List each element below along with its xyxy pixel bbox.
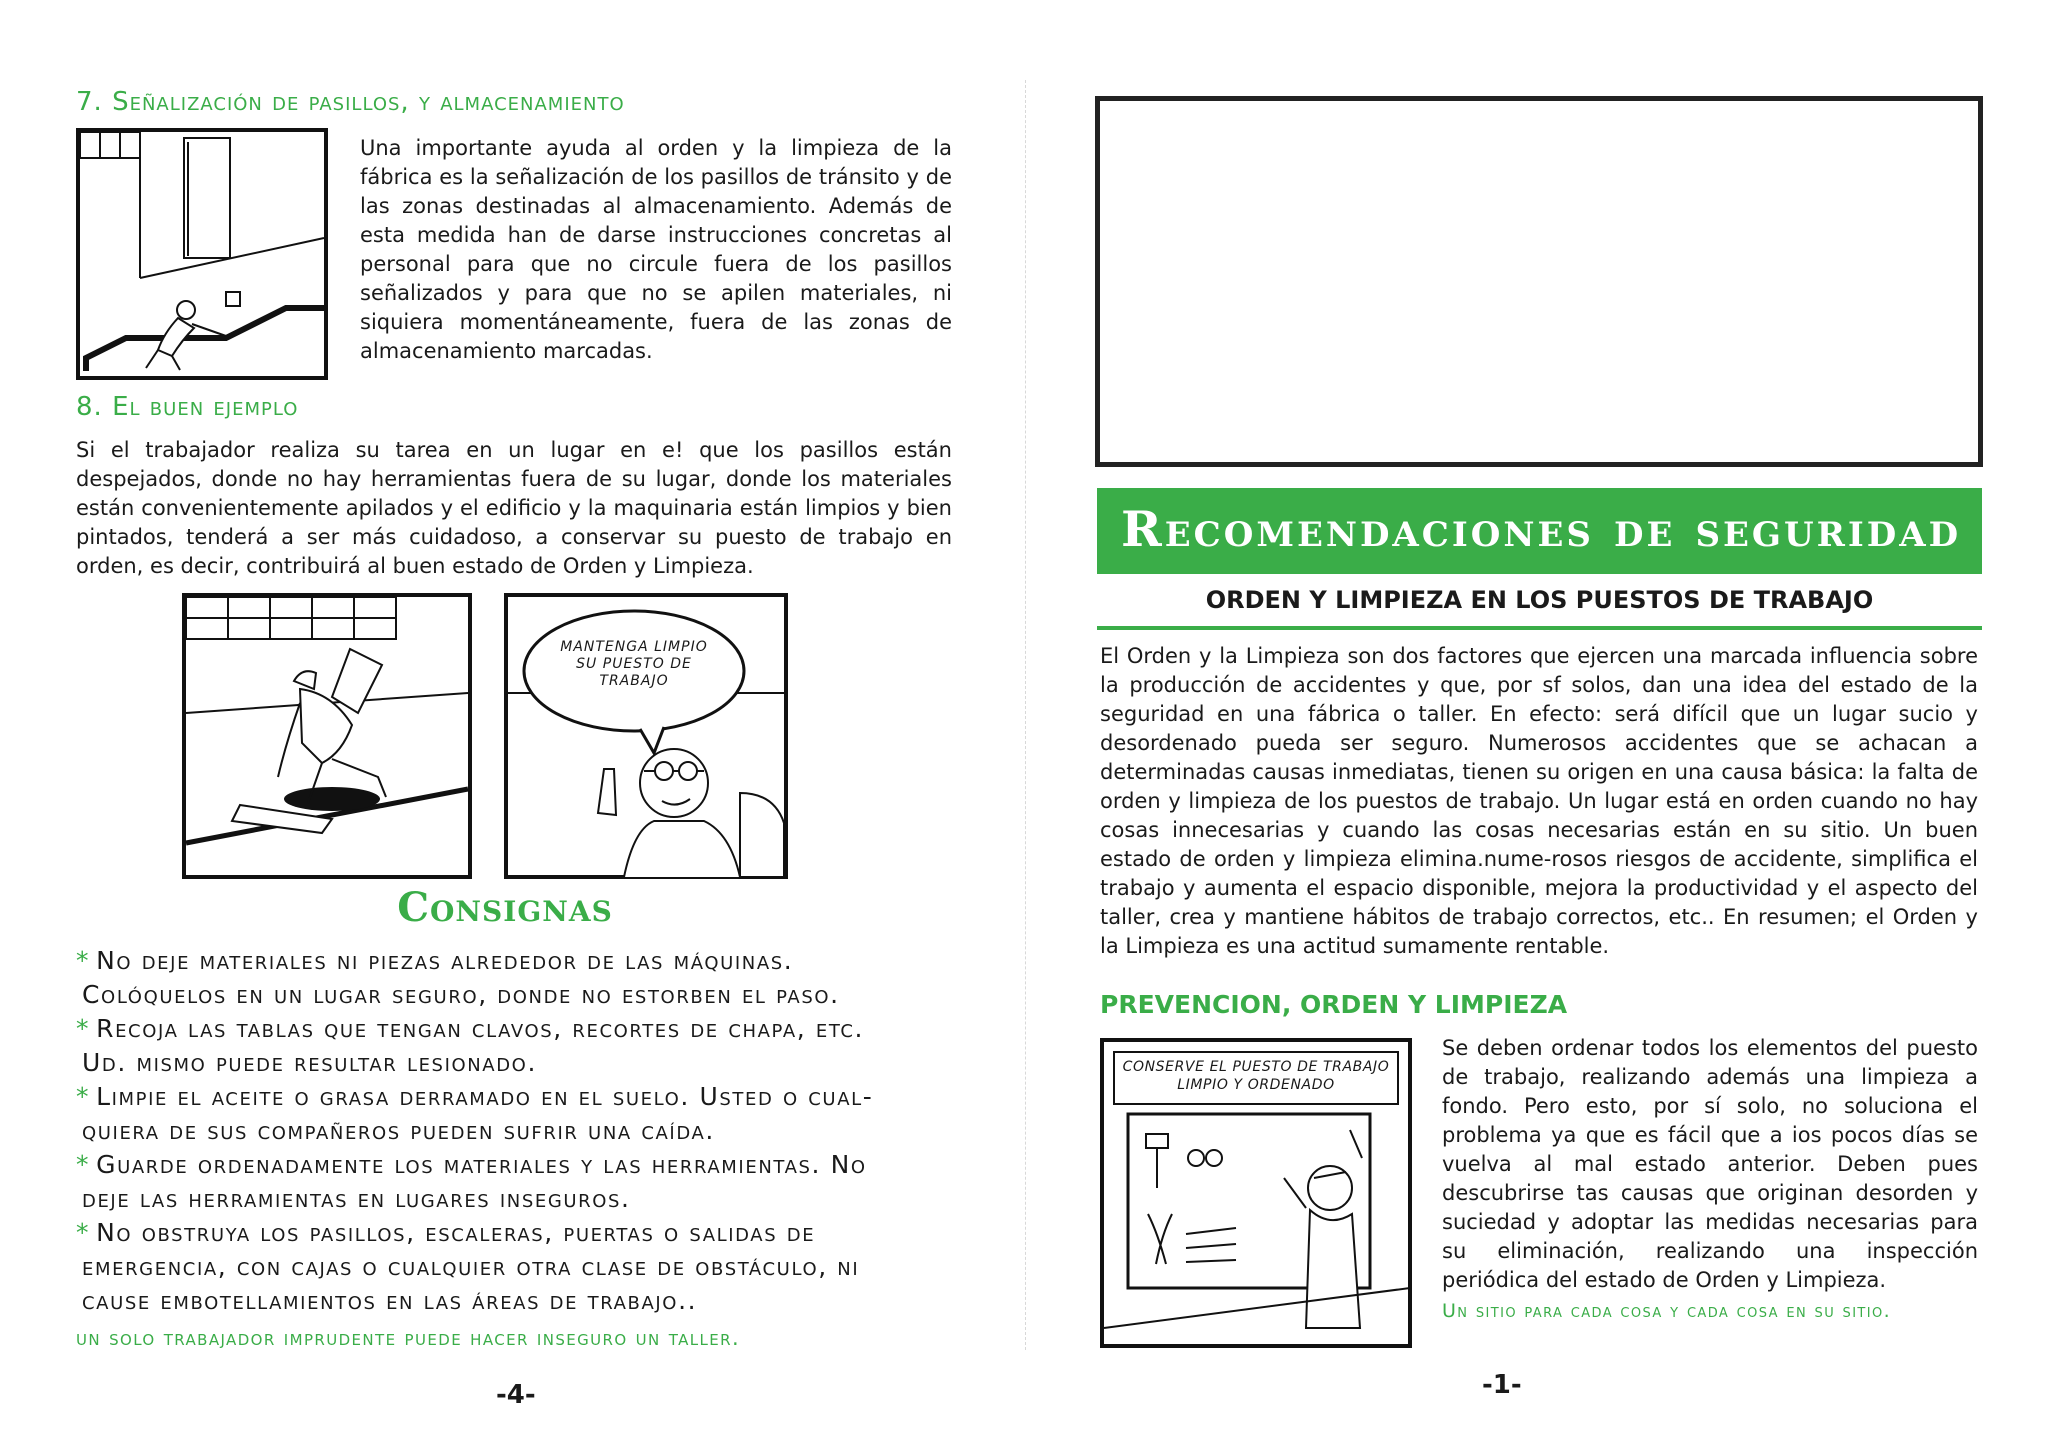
rule-line: deje las herramientas en lugares inseguros.	[82, 1184, 631, 1213]
section-subtitle: ORDEN Y LIMPIEZA EN LOS PUESTOS DE TRABAJO	[1205, 586, 1874, 614]
prevention-title: PREVENCION, ORDEN Y LIMPIEZA	[1100, 990, 1568, 1019]
consignas-title: Consignas	[397, 884, 613, 931]
cartoon-worker-picking-board	[182, 593, 472, 879]
consignas-list	[76, 944, 976, 1318]
rule-line: Colóquelos en un lugar seguro, donde no estorben el paso.	[82, 980, 840, 1009]
intro-text: El Orden y la Limpieza son dos factores que ejercen una marcada influencia sobre la producción de accidentes y que, por sf solos, dan una idea del estado de la seguridad en una fábrica o taller. En efecto: será difícil que un lugar sucio y desordenado pueda ser seguro. Numerosos accidentes que se achacan a determinadas causas inmediatas, tienen su origen en una causa básica: la falta de orden y limpieza de los puestos de trabajo. Un lugar está en orden cuando no hay cosas innecesarias y cuando las cosas necesarias están en su sitio. Un buen estado de orden y limpieza elimina.nume-rosos riesgos de accidente, simplifica el trabajo y aumenta el espacio disponible, mejora la productividad y el aspecto del taller, crea y mantiene hábitos de trabajo correctos, etc.. En resumen; el Orden y la Limpieza es una actitud sumamente rentable.	[1100, 644, 1978, 958]
photo-frame	[1095, 96, 1983, 467]
speech-bubble-text: MANTENGA LIMPIO SU PUESTO DE TRABAJO	[560, 639, 708, 689]
subtitle-underline	[1097, 626, 1982, 630]
page-number-right: -1-	[1482, 1370, 1522, 1400]
prevention-text: Se deben ordenar todos los elementos del puesto de trabajo, realizando además una limpieza a fondo. Pero esto, por sí solo, no soluciona el problema ya que es fácil que a ios pocos días se vuelva al mal estado anterior. Deben pues descubrirse tas causas que originan desorden y suciedad y adoptar las medidas necesarias para su eliminación, realizando una inspección periódica del estado de Orden y Limpieza.	[1442, 1036, 1978, 1292]
rule-line: * Limpie el aceite o grasa derramado en el suelo. Usted o cual-	[76, 1082, 874, 1111]
rule-line: * No obstruya los pasillos, escaleras, puertas o salidas de	[76, 1218, 816, 1247]
rule-line: quiera de sus compañeros pueden sufrir una caída.	[82, 1116, 715, 1145]
cartoon-supervisor-speech	[504, 593, 788, 879]
rule-line: cause embotellamientos en las áreas de trabajo..	[82, 1286, 698, 1315]
cartoon-sign-text: CONSERVE EL PUESTO DE TRABAJO LIMPIO Y ORDENADO	[1122, 1059, 1390, 1093]
banner-title: Recomendaciones de seguridad	[1121, 500, 1962, 558]
closing-warning: un solo trabajador imprudente puede hacer inseguro un taller.	[76, 1326, 741, 1350]
rule-line: Ud. mismo puede resultar lesionado.	[82, 1048, 537, 1077]
cartoon-floor-marking	[76, 128, 328, 380]
rule-line: * Recoja las tablas que tengan clavos, recortes de chapa, etc.	[76, 1014, 865, 1043]
rule-line: * Guarde ordenadamente los materiales y las herramientas. No	[76, 1150, 867, 1179]
page-fold-divider	[1025, 80, 1026, 1350]
page-number-left: -4-	[496, 1380, 536, 1410]
cartoon-tool-board	[1100, 1038, 1412, 1348]
rule-line: emergencia, con cajas o cualquier otra clase de obstáculo, ni	[82, 1252, 860, 1281]
section-8-title: 8. El buen ejemplo	[76, 392, 299, 422]
title-banner	[1097, 488, 1982, 574]
section-7-title: 7. Señalización de pasillos, y almacenamiento	[76, 87, 625, 117]
motto: Un sitio para cada cosa y cada cosa en su sitio.	[1442, 1300, 1892, 1322]
section-7-text: Una importante ayuda al orden y la limpieza de la fábrica es la señalización de los pasillos de tránsito y de las zonas destinadas al almacenamiento. Además de esta medida han de darse instrucciones concretas al personal para que no circule fuera de los pasillos señalizados y para que no se apilen materiales, ni siquiera momentáneamente, fuera de las zonas de almacenamiento marcadas.	[360, 136, 952, 363]
section-8-text: Si el trabajador realiza su tarea en un lugar en e! que los pasillos están despejados, donde no hay herramientas fuera de su lugar, donde los materiales están convenientemente apilados y el edificio y la maquinaria están limpios y bien pintados, tenderá a ser más cuidadoso, a conservar su puesto de trabajo en orden, es decir, contribuirá al buen estado de Orden y Limpieza.	[76, 438, 952, 578]
rule-line: * No deje materiales ni piezas alrededor de las máquinas.	[76, 946, 794, 975]
